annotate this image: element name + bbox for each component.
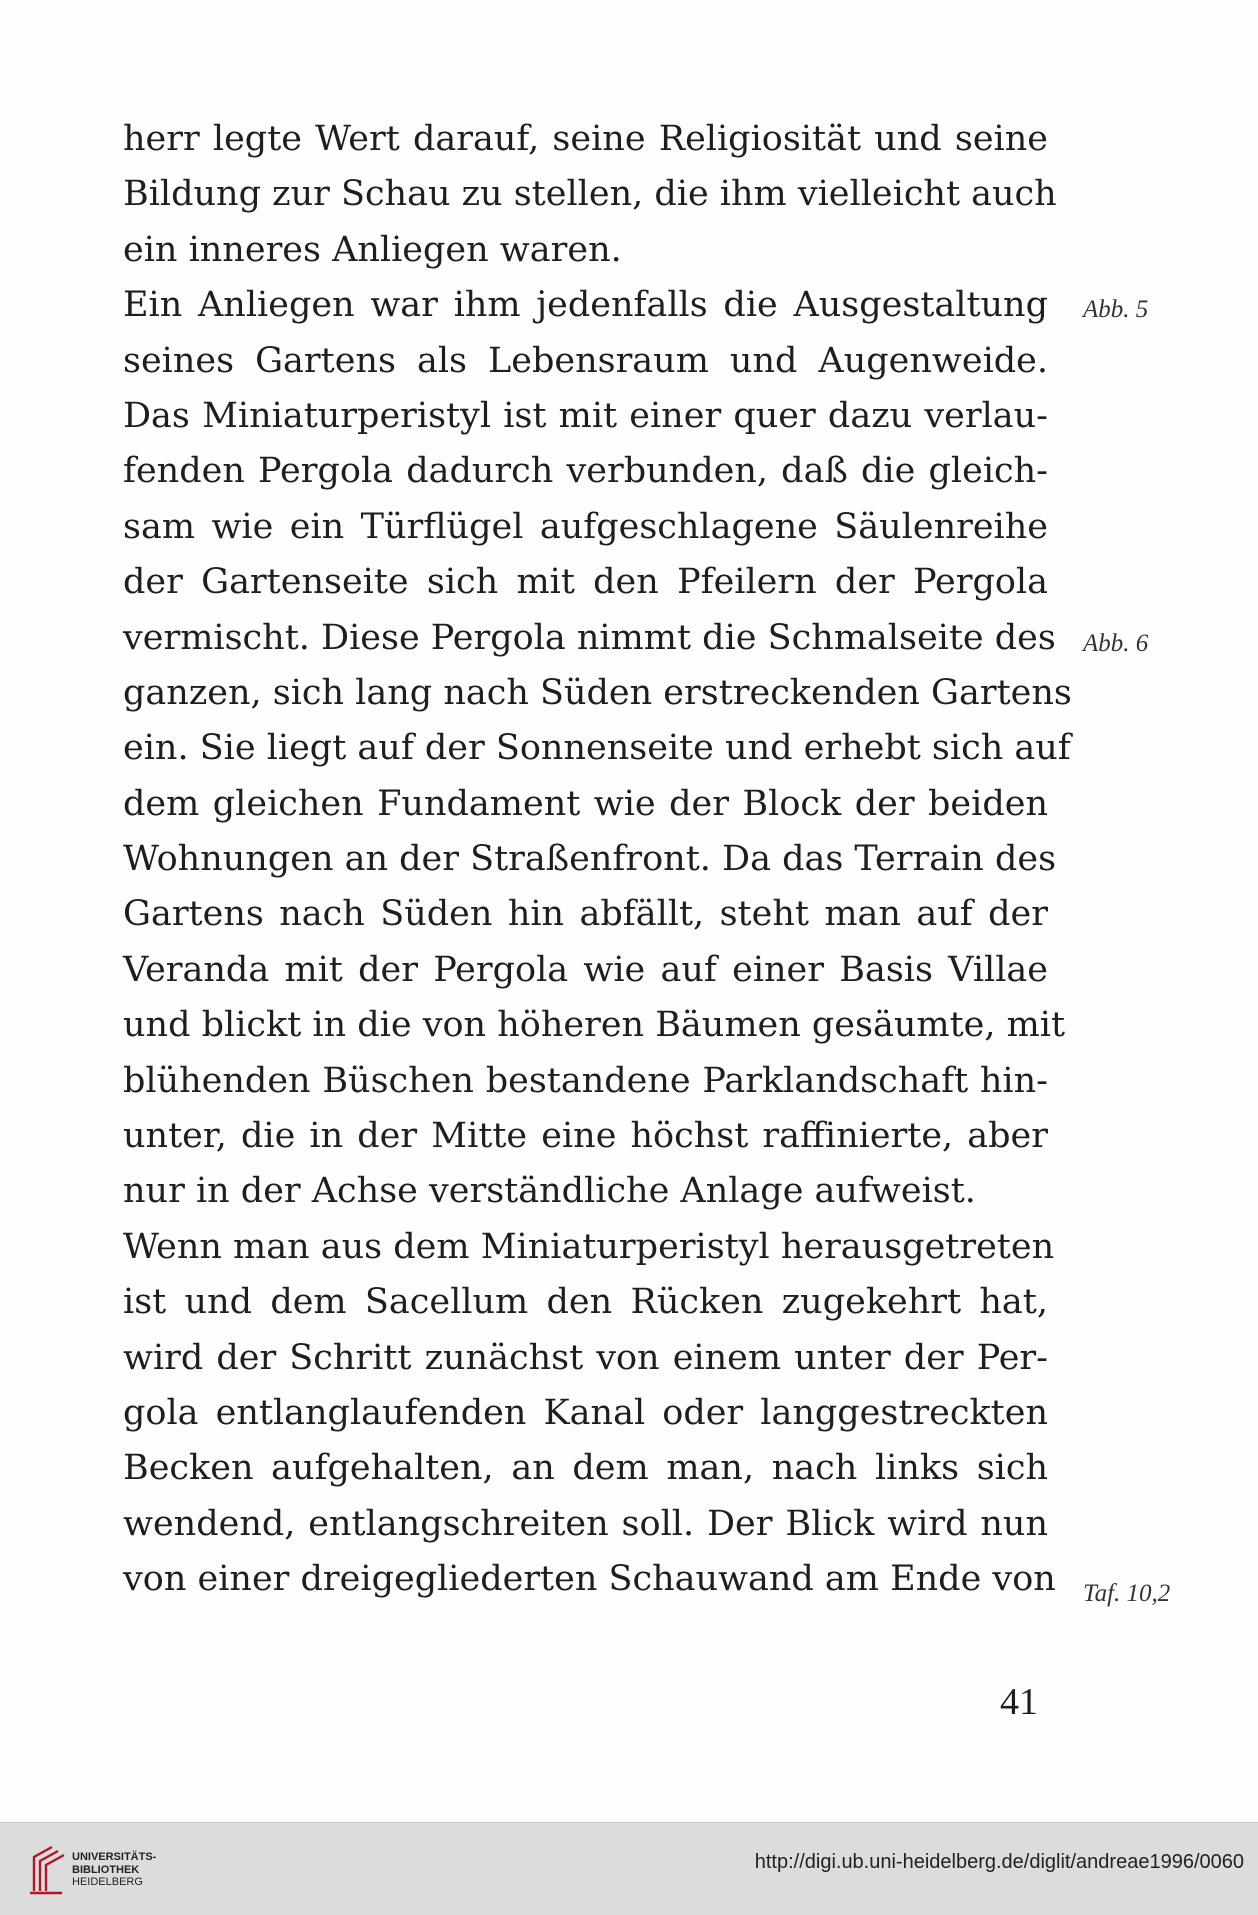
- page-number: 41: [1000, 1681, 1038, 1723]
- text-line: dem gleichen Fundament wie der Block der beiden: [123, 783, 1048, 824]
- text-line: Bildung zur Schau zu stellen, die ihm vielleicht auch: [123, 174, 1057, 215]
- text-line: fenden Pergola dadurch verbunden, daß die gleich-: [123, 451, 1048, 492]
- text-line: herr legte Wert darauf, seine Religiosität und seine: [123, 119, 1048, 159]
- text-line: Das Miniaturperistyl ist mit einer quer dazu verlau-: [123, 395, 1048, 436]
- text-line: Gartens nach Süden hin abfällt, steht man auf der: [123, 894, 1048, 935]
- text-line: Wenn man aus dem Miniaturperistyl herausgetreten: [123, 1226, 1055, 1267]
- text-line: Wohnungen an der Straßenfront. Da das Terrain des: [123, 839, 1057, 880]
- text-line: Becken aufgehalten, an dem man, nach links sich: [123, 1448, 1048, 1489]
- text-line: der Gartenseite sich mit den Pfeilern der Pergola: [123, 562, 1048, 603]
- text-line: und blickt in die von höheren Bäumen gesäumte, mit: [123, 1005, 1066, 1046]
- text-line: blühenden Büschen bestandene Parklandschaft hin-: [123, 1060, 1048, 1101]
- margin-note-abb-6: Abb. 6: [1083, 630, 1149, 657]
- text-line: wendend, entlangschreiten soll. Der Blick wird nun: [123, 1503, 1048, 1544]
- text-line: wird der Schritt zunächst von einem unter der Per-: [123, 1337, 1048, 1378]
- text-line: ein inneres Anliegen waren.: [123, 229, 622, 270]
- text-line: sam wie ein Türflügel aufgeschlagene Säulenreihe: [123, 506, 1048, 547]
- body-text: [123, 112, 1072, 1608]
- library-footer: [0, 1822, 1258, 1915]
- text-line: unter, die in der Mitte eine höchst raffinierte, aber: [123, 1116, 1048, 1157]
- text-line: ein. Sie liegt auf der Sonnenseite und erhebt sich auf: [123, 728, 1071, 769]
- margin-note-abb-5: Abb. 5: [1083, 296, 1149, 323]
- text-line: seines Gartens als Lebensraum und Augenweide.: [123, 340, 1048, 381]
- text-line: nur in der Achse verständliche Anlage aufweist.: [123, 1171, 976, 1212]
- text-line: vermischt. Diese Pergola nimmt die Schmalseite des: [123, 617, 1056, 658]
- library-name: UNIVERSITÄTS- BIBLIOTHEK HEIDELBERG: [72, 1851, 157, 1888]
- text-line: ganzen, sich lang nach Süden erstreckenden Gartens: [123, 672, 1072, 713]
- text-line: Ein Anliegen war ihm jedenfalls die Ausgestaltung: [123, 285, 1048, 326]
- text-line: gola entlanglaufenden Kanal oder langgestreckten: [123, 1392, 1048, 1433]
- text-line: Veranda mit der Pergola wie auf einer Basis Villae: [123, 949, 1048, 990]
- margin-note-taf: Taf. 10,2: [1083, 1580, 1171, 1607]
- text-line: von einer dreigegliederten Schauwand am Ende von: [123, 1559, 1056, 1600]
- text-line: ist und dem Sacellum den Rücken zugekehrt hat,: [123, 1282, 1048, 1323]
- library-logo-icon: [26, 1841, 66, 1897]
- source-url-link[interactable]: http://digi.ub.uni-heidelberg.de/diglit/andreae1996/0060: [754, 1851, 1244, 1873]
